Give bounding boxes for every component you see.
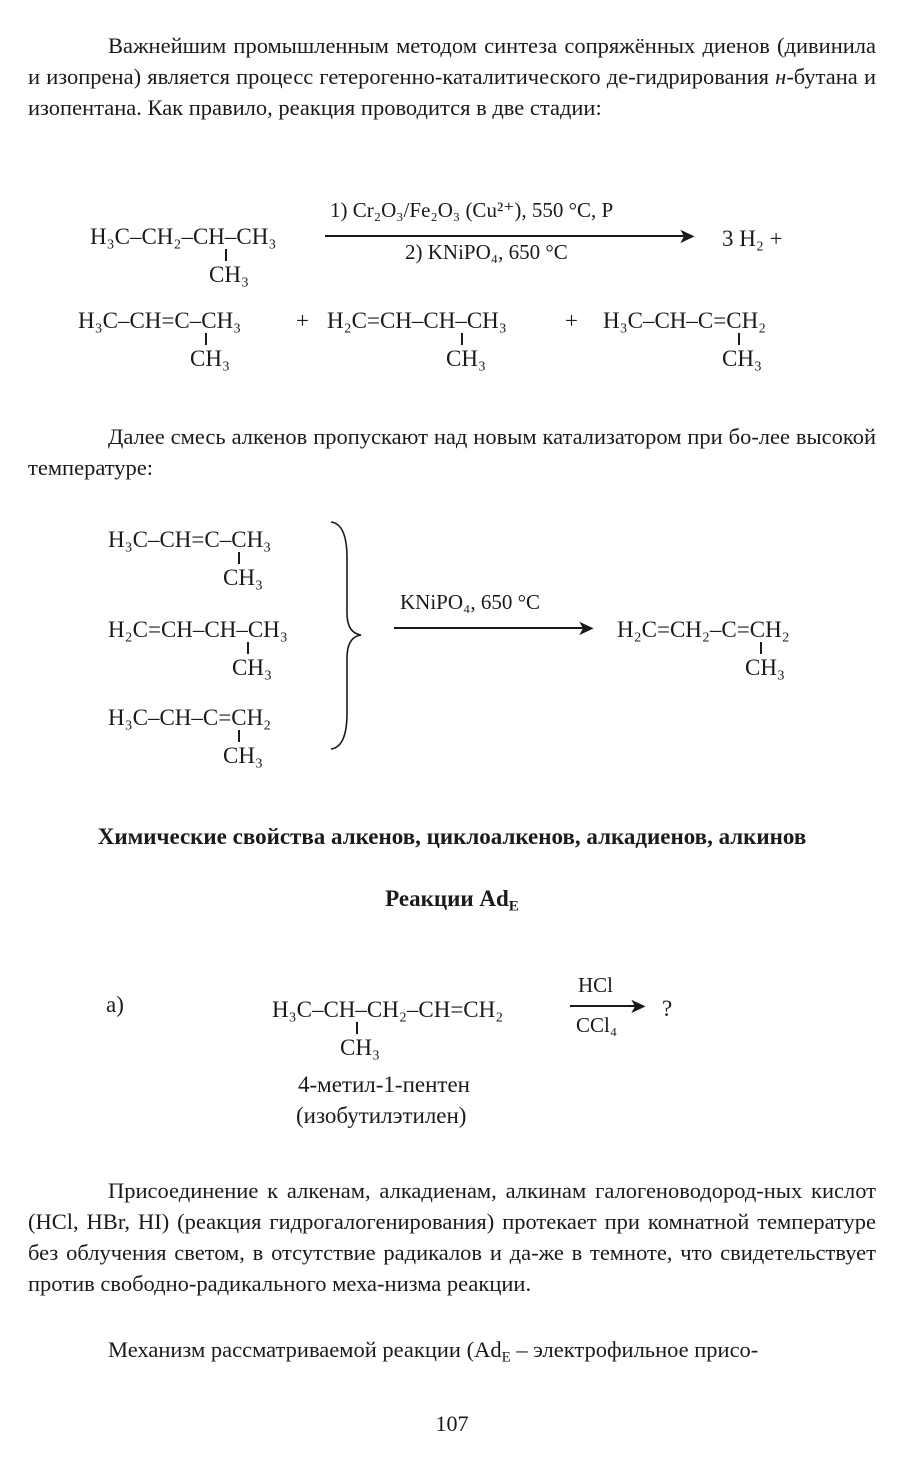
scheme1-arrow-line — [325, 235, 685, 237]
scheme2-product-bond — [760, 642, 762, 654]
scheme1-product-c: H₃C–CH–C=CH₂ — [603, 308, 767, 333]
scheme2-product: H₂C=CH₂–C=CH₂ — [617, 617, 790, 642]
scheme1-product-b: H₂C=CH–CH–CH₃ — [327, 308, 507, 333]
example-a-reactant-branch: CH₃ — [340, 1035, 380, 1060]
fourth-text-end: – электрофильное присо- — [510, 1337, 759, 1362]
scheme1-reactant: H₃C–CH₂–CH–CH₃ — [90, 224, 277, 249]
scheme2-product-branch: CH₃ — [745, 655, 785, 680]
scheme2-alkene-3-branch: CH₃ — [223, 743, 263, 768]
intro-italic-n: н — [775, 64, 787, 89]
scheme1-reactant-branch: CH₃ — [209, 262, 249, 287]
example-a-label: а) — [106, 992, 124, 1017]
scheme2-alkene-2: H₂C=CH–CH–CH₃ — [108, 617, 288, 642]
fourth-subscript: E — [501, 1349, 511, 1366]
section-subtitle — [0, 886, 904, 915]
page-number: 107 — [435, 1411, 469, 1436]
scheme2-alkene-1-branch: CH₃ — [223, 565, 263, 590]
example-a-reactant-bond — [356, 1022, 358, 1034]
example-a-product: ? — [662, 996, 673, 1021]
scheme1-condition-top: 1) Cr₂O₃/Fe₂O₃ (Cu²⁺), 550 °C, P — [330, 198, 614, 222]
example-a-reagent-top: HCl — [578, 973, 614, 997]
scheme2-alkene-1: H₃C–CH=C–CH₃ — [108, 527, 272, 552]
scheme2-arrow-line — [394, 627, 584, 629]
section-title: Химические свойства алкенов, циклоалкенов, алкадиенов, алкинов — [97, 824, 807, 849]
fourth-text-start: Механизм рассматриваемой реакции (Ad — [108, 1337, 502, 1362]
scheme1-product-b-branch: CH₃ — [446, 346, 486, 371]
scheme1-product-a: H₃C–CH=C–CH₃ — [78, 308, 242, 333]
scheme1-plus-1: + — [296, 308, 309, 333]
scheme2-alkene-3: H₃C–CH–C=CH₂ — [108, 705, 272, 730]
scheme1-plus-2: + — [565, 308, 578, 333]
scheme2-alkene-1-bond — [238, 552, 240, 564]
scheme1-product-b-bond — [461, 333, 463, 345]
scheme2-condition: KNiPO₄, 650 °C — [400, 590, 540, 614]
scheme1-product-a-bond — [205, 333, 207, 345]
fourth-paragraph — [28, 1334, 876, 1365]
third-paragraph: Присоединение к алкенам, алкадиенам, алкинам галогеноводород-ных кислот (HCl, HBr, HI) (реакция гидрогалогенирования) протекает при комнатной температуре без облучения светом, в отсутствие радикалов и да-же в темноте, что свидетельствует против свободно-радикального меха-низма реакции. — [28, 1178, 876, 1296]
scheme1-condition-bottom: 2) KNiPO₄, 650 °C — [405, 240, 568, 264]
subtitle-subscript: E — [508, 898, 519, 915]
intro-text-part-1: Важнейшим промышленным методом синтеза сопряжённых диенов (дивинила и изопрена) является процесс гетерогенно-каталитического де-гидрирования — [28, 33, 876, 89]
scheme2-alkene-3-bond — [238, 730, 240, 742]
scheme2-arrow-head: ➤ — [577, 616, 595, 640]
scheme1-product-c-branch: CH₃ — [722, 346, 762, 371]
second-paragraph: Далее смесь алкенов пропускают над новым катализатором при бо-лее высокой температуре: — [28, 424, 876, 480]
intro-paragraph — [28, 30, 876, 123]
scheme1-hydrogen: 3 H₂ + — [722, 226, 783, 251]
example-a-reactant: H₃C–CH–CH₂–CH=CH₂ — [272, 997, 504, 1022]
scheme2-alkene-2-bond — [247, 642, 249, 654]
subtitle-text: Реакции Ad — [385, 886, 509, 911]
example-a-arrow-line — [570, 1005, 635, 1007]
scheme1-reactant-bond — [225, 249, 227, 261]
scheme1-product-a-branch: CH₃ — [190, 346, 230, 371]
scheme2-brace — [325, 518, 370, 753]
intro-text-part-2: -бутана и изопентана. Как правило, реакция проводится в две стадии: — [28, 64, 876, 120]
example-a-arrow-head: ➤ — [629, 994, 647, 1018]
example-a-trivial-name: (изобутилэтилен) — [296, 1103, 467, 1128]
example-a-reagent-bottom: CCl₄ — [576, 1013, 618, 1037]
example-a-name: 4-метил-1-пентен — [298, 1072, 470, 1097]
scheme1-product-c-bond — [738, 333, 740, 345]
scheme2-alkene-2-branch: CH₃ — [232, 655, 272, 680]
scheme1-arrow-head: ➤ — [678, 224, 696, 248]
